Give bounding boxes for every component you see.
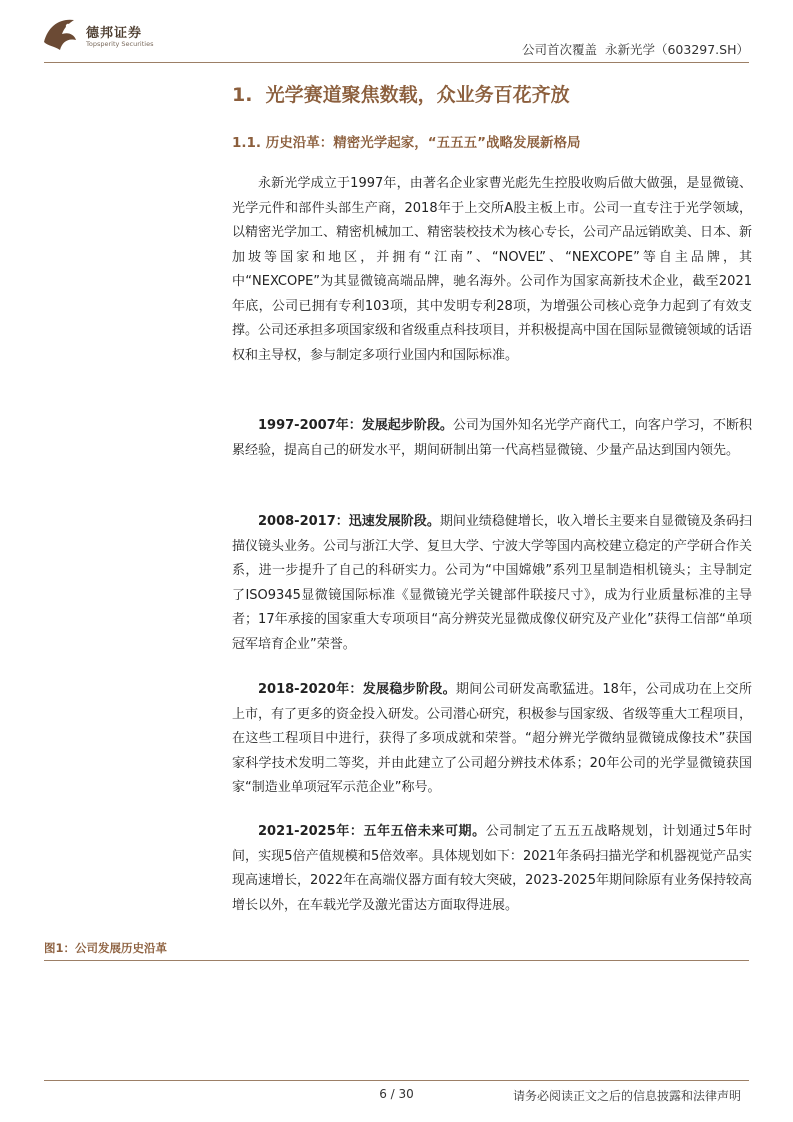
paragraph-text: 期间业绩稳健增长，收入增长主要来自显微镜及条码扫描仪镜头业务。公司与浙江大学、复旦大学、宁波大学等国内高校建立稳定的产学研合作关系，进一步提升了自己的科研实力。公司为“中国嫦娥”系列卫星制造相机镜头；主导制定了ISO9345显微镜国际标准《显微镜光学关键部件联接尺寸》，成为行业质量标准的主导者；17年承接的国家重大专项项目“高分辨荧光显微成像仪研究及产业化”获得工信部“单项冠军培育企业”荣誉。 xyxy=(232,514,753,652)
stage-lead: 2021-2025年：五年五倍未来可期。 xyxy=(258,824,486,839)
logo-english-name: Topsperity Securities xyxy=(86,40,154,48)
paragraph-text: 公司为国外知名光学产商代工，向客户学习，不断积累经验，提高自己的研发水平，期间研制出第一代高档显微镜、少量产品达到国内领先。 xyxy=(232,418,752,458)
stage-lead: 2018-2020年：发展稳步阶段。 xyxy=(258,682,456,697)
logo-chinese-name: 德邦证券 xyxy=(86,26,143,41)
disclaimer-note: 请务必阅读正文之后的信息披露和法律声明 xyxy=(512,1089,741,1103)
intro-paragraph xyxy=(232,172,752,368)
stage-paragraph-2018 xyxy=(232,678,752,801)
stage-lead: 1997-2007年：发展起步阶段。 xyxy=(258,418,453,433)
report-meta: 公司首次覆盖 永新光学（603297.SH） xyxy=(522,42,749,57)
subsection-heading: 1.1. 历史沿革：精密光学起家，“五五五”战略发展新格局 xyxy=(232,135,581,151)
page-number: 6 / 30 xyxy=(379,1087,414,1101)
paragraph-text: 永新光学成立于1997年，由著名企业家曹光彪先生控股收购后做大做强，是显微镜、光学元件和部件头部生产商，2018年于上交所A股主板上市。公司一直专注于光学领域，以精密光学加工、精密机械加工、精密装校技术为核心专长，公司产品远销欧美、日本、新加坡等国家和地区，并拥有“江南”、“NOVEL”、“NEXCOPE”等自主品牌，其中“NEXCOPE”为其显微镜高端品牌，驰名海外。公司作为国家高新技术企业，截至2021年底，公司已拥有专利103项，其中发明专利28项，为增强公司核心竞争力起到了有效支撑。公司还承担多项国家级和省级重点科技项目，并积极提高中国在国际显微镜领域的话语权和主导权，参与制定多项行业国内和国际标准。 xyxy=(232,176,753,363)
stage-lead: 2008-2017：迅速发展阶段。 xyxy=(258,514,440,529)
stage-paragraph-1997 xyxy=(232,414,752,463)
figure-divider xyxy=(44,960,749,961)
stage-paragraph-2021 xyxy=(232,820,752,918)
stage-paragraph-2008 xyxy=(232,510,752,657)
logo-emblem-icon xyxy=(38,12,82,56)
company-logo xyxy=(38,12,178,56)
footer-divider xyxy=(44,1080,749,1081)
paragraph-text: 公司制定了五五五战略规划，计划通过5年时间，实现5倍产值规模和5倍效率。具体规划如下：2021年条码扫描光学和机器视觉产品实现高速增长，2022年在高端仪器方面有较大突破，2023-2025年期间除原有业务保持较高增长以外，在车载光学及激光雷达方面取得进展。 xyxy=(232,824,752,913)
figure-caption: 图1：公司发展历史沿革 xyxy=(44,941,168,955)
paragraph-text: 期间公司研发高歌猛进。18年，公司成功在上交所上市，有了更多的资金投入研发。公司潜心研究，积极参与国家级、省级等重大工程项目，在这些工程项目中进行，获得了多项成就和荣誉。“超分辨光学微纳显微镜成像技术”获国家科学技术发明二等奖，并由此建立了公司超分辨技术体系；20年公司的光学显微镜获国家“制造业单项冠军示范企业”称号。 xyxy=(232,682,753,795)
section-heading: 1. 光学赛道聚焦数载，众业务百花齐放 xyxy=(232,84,570,106)
header-divider xyxy=(44,62,749,63)
